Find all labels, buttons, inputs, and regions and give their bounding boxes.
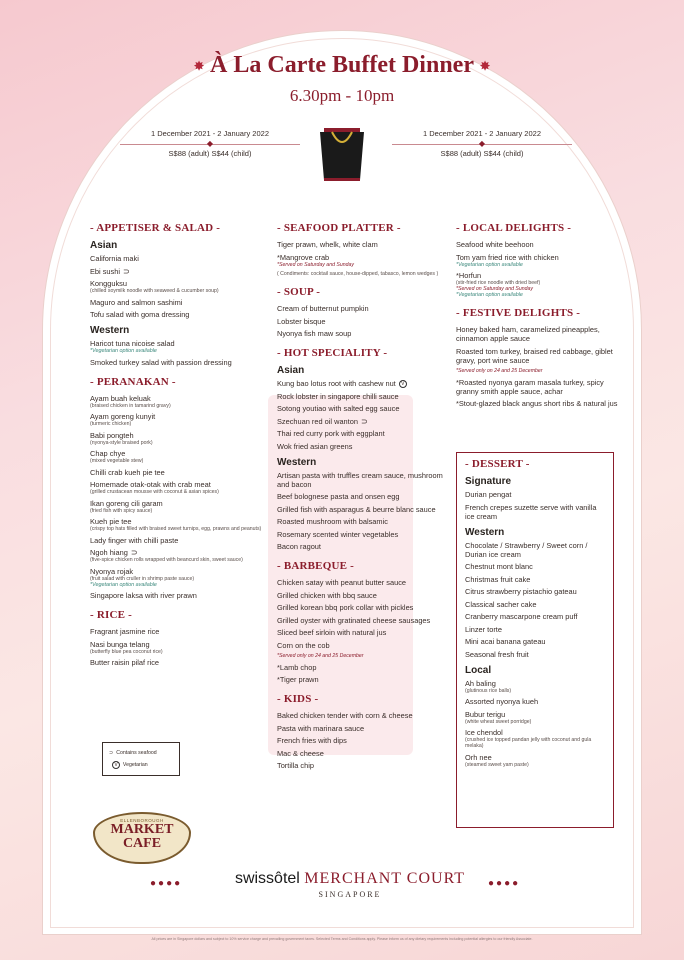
menu-item-vegetarian-note: *Vegetarian option available [456,292,523,298]
menu-item-name: Honey baked ham, caramelized pineapples, cinnamon apple sauce [456,325,600,343]
menu-item-name: Cream of butternut pumpkin [277,304,369,313]
menu-item-name: Bubur terigu [465,709,506,719]
menu-item [465,612,605,621]
section-title: - HOT SPECIALITY - [277,347,388,359]
menu-item-name: Sliced beef sirloin with natural jus [277,628,387,638]
menu-item [90,658,272,667]
section-title: - PERANAKAN - [90,375,176,388]
menu-item-availability: *Served on Saturday and Sunday [456,286,534,292]
menu-item-name: Kung bao lotus root with cashew nut [277,379,396,388]
right-date-block [392,129,572,158]
menu-item [465,541,605,559]
menu-item-name: Nyonya fish maw soup [277,329,352,338]
menu-item-name: Maguro and salmon sashimi [90,297,183,307]
menu-item-name: Rosemary scented winter vegetables [277,529,399,539]
menu-item-name: Szechuan red oil wanton [277,416,358,426]
menu-item-name: Ngoh hiang [90,548,128,557]
subsection-title: Western [277,456,317,468]
menu-item-name: Kueh pie tee [90,517,132,526]
menu-item-name: Tortilla chip [277,761,314,771]
section-note-text: *Served only on 24 and 25 December [456,368,543,374]
seafood-icon: ⊃ [360,416,368,426]
hotel-name: MERCHANT COURT [304,870,466,887]
menu-item-name: Bacon ragout [277,542,321,552]
menu-item-name: Mac & cheese [277,748,324,758]
ornament-dots-left: ●●●● [150,878,183,889]
menu-item-description: (steamed sweet yam paste) [465,761,529,768]
menu-item-name: Chilli crab kueh pie tee [90,467,165,477]
menu-item [90,548,272,563]
menu-item-name: Christmas fruit cake [465,574,531,584]
cafe-logo-top: ELLENBOROUGH [120,818,164,823]
menu-item-name: Grilled fish with asparagus & beurre blanc sauce [277,504,436,514]
menu-item [277,641,455,650]
menu-item [456,325,621,343]
menu-item [277,253,455,268]
menu-time: 6.30pm - 10pm [289,86,395,105]
menu-item-description: (crispy top hats filled with braised sweet turnips, egg, prawns and peanuts) [90,526,262,532]
menu-item [277,329,455,338]
menu-item-name: Smoked turkey salad with passion dressing [90,357,232,367]
menu-item [277,471,455,489]
menu-item-name: Ah baling [465,678,496,688]
ornament-dots-right: ●●●● [488,878,521,889]
menu-item-name: Nasi bunga telang [90,639,150,649]
menu-item-description: (butterfly blue pea coconut rice) [90,648,163,655]
menu-item [465,697,605,706]
menu-item [277,749,455,758]
subsection-title: Asian [277,365,305,376]
menu-item-name: Butter raisin pilaf rice [90,658,160,667]
menu-item [277,517,455,526]
menu-item [90,499,272,514]
subsection-title: Local [465,664,492,676]
menu-item [90,517,272,532]
menu-item-description: (chilled soymilk noodle with seaweed & cucumber soup) [90,288,219,294]
menu-item [277,429,455,438]
hotel-wordmark [200,870,500,888]
cafe-logo-line1: MARKET [110,822,174,837]
menu-item-name: *Stout-glazed black angus short ribs & natural jus [456,399,618,408]
menu-item [456,399,621,408]
menu-item-name: Orh nee [465,752,492,762]
menu-item-name: French fries with dips [277,736,347,746]
vegetarian-icon: V [399,380,407,388]
menu-item-name: Chap chye [90,449,126,458]
menu-item-name: Grilled korean bbq pork collar with pickles [277,603,414,613]
menu-item-name: Classical sacher cake [465,599,537,609]
menu-item-name: Citrus strawberry pistachio gateau [465,587,577,596]
menu-item [277,591,455,600]
menu-item-name: French crepes suzette serve with vanilla ice cream [465,502,597,521]
menu-item-name: Kongguksu [90,279,127,288]
menu-item-name: Wok fried asian greens [277,441,353,451]
left-date-range: 1 December 2021 - 2 January 2022 [151,129,269,138]
menu-item-description: (mixed vegetable stew) [90,458,144,464]
section-title: - APPETISER & SALAD - [90,222,221,234]
dessert-list [465,476,605,768]
menu-item-name: Tofu salad with goma dressing [90,310,190,319]
menu-item-name: Linzer torte [465,624,502,634]
menu-item-name: Artisan pasta with truffles cream sauce, mushroom and bacon [277,470,443,489]
menu-item [90,536,272,545]
section-title: - SEAFOOD PLATTER - [277,222,401,234]
menu-item [277,628,455,637]
menu-item [277,379,455,388]
section-title: - FESTIVE DELIGHTS - [456,307,581,319]
menu-item [277,505,455,514]
menu-item-name: Pasta with marinara sauce [277,723,365,733]
menu-item-name: Corn on the cob [277,640,330,650]
hotel-brand: swissôtel [234,870,300,887]
menu-item [465,625,605,634]
menu-item [277,711,455,720]
menu-item-name: Ebi sushi [90,266,120,276]
menu-item [465,637,605,646]
menu-item-name: Nyonya rojak [90,566,134,576]
menu-item-name: Fragrant jasmine rice [90,627,160,636]
menu-item [90,640,272,655]
menu-item-name: Roasted mushroom with balsamic [277,517,388,527]
menu-title-text: À La Carte Buffet Dinner [210,52,474,78]
menu-item-name: Ikan goreng cili garam [90,498,163,508]
menu-item-description: ( Condiments: cocktail sauce, house-dipped, tabasco, lemon wedges ) [277,271,439,277]
legend [102,742,180,776]
menu-item-name: Babi pongteh [90,430,134,440]
menu-item-description: (stir-fried rice noodle with dried beef) [456,280,541,286]
section-note-text: *Served only on 24 and 25 December [277,653,364,660]
menu-item-availability: *Served on Saturday and Sunday [277,261,355,268]
menu-item-name: Roasted tom turkey, braised red cabbage, giblet gravy, port wine sauce [456,346,613,365]
menu-item [465,679,605,694]
section-title: - KIDS - [277,693,319,706]
menu-item [277,675,455,684]
ornament-icon: ✸ [479,58,491,73]
menu-item-name: Cranberry mascarpone cream puff [465,612,578,621]
menu-item [465,650,605,659]
menu-item [277,724,455,733]
menu-item-name: Tom yam fried rice with chicken [456,252,559,262]
footer-disclaimer: All prices are in Singapore dollars and subject to 10% service charge and prevailing government taxes. Selected Terms and Conditions apply. Please inform us of any dietary requirements including potential allergies to our friendly Associate. [151,937,533,941]
menu-item-name: *Mangrove crab [277,252,330,262]
menu-item [277,404,455,413]
legend-veg-label: Vegetarian [122,762,148,768]
menu-item-name: Chocolate / Strawberry / Sweet corn / Durian ice cream [465,540,588,559]
menu-item-name: Thai red curry pork with eggplant [277,429,385,439]
menu-item-vegetarian-note: *Vegetarian option available [90,581,157,588]
divider [120,144,300,145]
menu-item [277,603,455,612]
menu-item [90,567,272,588]
menu-item [277,542,455,551]
menu-item-name: *Tiger prawn [277,675,319,685]
seafood-icon: ⊃ [109,750,114,756]
menu-item-name: Baked chicken tender with corn & cheese [277,711,413,721]
menu-item-name: Tiger prawn, whelk, white clam [277,240,378,249]
legend-seafood-label: Contains seafood [116,750,157,756]
menu-item [90,394,272,409]
menu-item [456,253,621,268]
menu-column-1 [90,222,272,671]
menu-item-description: (crushed ice topped pandan jelly with coconut and gula melaka) [465,737,592,749]
menu-item-description: (grilled crustacean mousse with coconut & asian spices) [90,489,219,495]
menu-item-name: Ice chendol [465,728,503,737]
menu-item-name: *Horfun [456,271,482,280]
divider [392,144,572,145]
menu-item-name: Chicken satay with peanut butter sauce [277,578,407,588]
menu-item-description: (white wheat sweet porridge) [465,718,532,725]
menu-item [90,627,272,636]
hotel-logo [200,870,500,899]
menu-item [90,298,272,307]
menu-column-2 [277,222,455,774]
menu-item-name: Ayam buah keluak [90,393,151,403]
menu-item-name: Seasonal fresh fruit [465,649,529,659]
menu-item-name: Mini acai banana gateau [465,637,546,646]
menu-item-description: (fruit salad with cruller in shrimp paste sauce) [90,575,195,582]
menu-item [465,503,605,521]
menu-item-name: Durian pengat [465,490,512,499]
menu-item-name: Haricot tuna nicoise salad [90,339,175,348]
menu-item [90,431,272,446]
menu-item-description: (glutinous rice balls) [465,687,512,694]
menu-item [456,347,621,365]
menu-item-name: Assorted nyonya kueh [465,697,539,706]
menu-item-description: (nyonya-style braised pork) [90,439,153,446]
dessert-box [456,452,614,828]
menu-item-name: Ayam goreng kunyit [90,412,156,421]
menu-item-vegetarian-note: *Vegetarian option available [456,261,523,268]
menu-item [456,240,621,249]
seafood-icon: ⊃ [123,266,130,276]
menu-item [277,663,455,672]
menu-item-name: Lady finger with chilli paste [90,535,179,545]
menu-title [0,52,684,79]
section-note [277,653,455,659]
section-title-dessert: - DESSERT - [465,458,530,470]
menu-item [465,710,605,725]
dessert-title-text: DESSERT - [471,458,530,470]
menu-item [277,271,455,277]
section-title: - SOUP - [277,286,321,298]
menu-item [456,271,621,298]
menu-item [465,490,605,499]
menu-item-description: (braised chicken in tamarind gravy) [90,402,171,409]
ornament-icon: ✸ [193,58,205,73]
menu-item-name: *Lamb chop [277,662,317,672]
menu-item [465,753,605,768]
menu-item [277,492,455,501]
cafe-logo-line2: CAFE [122,836,162,851]
section-title: - BARBEQUE - [277,560,354,573]
menu-item [465,562,605,571]
menu-item-description: (fried fish with spicy sauce) [90,507,153,514]
menu-item [277,761,455,770]
menu-item [90,254,272,263]
legend-seafood [109,747,173,759]
legend-vegetarian [109,759,173,771]
vegetarian-icon: V [112,761,120,769]
left-date-block [120,129,300,158]
menu-item [465,575,605,584]
menu-item [90,267,272,276]
menu-item [90,468,272,477]
left-price: S$88 (adult) S$44 (child) [168,149,252,158]
hotel-city: SINGAPORE [318,890,382,899]
menu-item [456,378,621,396]
subsection-title: Western [465,526,505,538]
menu-item [465,587,605,596]
menu-item-name: Sotong youtiao with salted egg sauce [277,404,400,414]
menu-item-name: Singapore laksa with river prawn [90,591,197,600]
menu-item-vegetarian-note: *Vegetarian option available [90,348,157,354]
menu-item [90,412,272,427]
menu-item [277,578,455,587]
subsection-title: Western [90,325,130,336]
menu-item [90,358,272,367]
right-date-range: 1 December 2021 - 2 January 2022 [423,129,541,138]
menu-item-name: Homemade otak-otak with crab meat [90,480,211,489]
menu-item-name: Grilled chicken with bbq sauce [277,590,377,600]
menu-item [277,417,455,426]
menu-item [90,449,272,464]
menu-item [465,600,605,609]
menu-item-name: Chestnut mont blanc [465,562,533,571]
subsection-title: Asian [90,240,118,251]
section-title: - LOCAL DELIGHTS - [456,222,572,234]
right-price: S$88 (adult) S$44 (child) [440,149,524,158]
menu-item [277,442,455,451]
menu-item [90,279,272,294]
menu-item [277,240,455,249]
menu-item [90,339,272,354]
menu-item [277,736,455,745]
menu-item [277,530,455,539]
menu-item-name: Lobster bisque [277,316,326,326]
menu-item-name: *Roasted nyonya garam masala turkey, spicy granny smith apple sauce, achar [456,377,604,396]
menu-item-name: Seafood white beehoon [456,240,534,249]
menu-item [90,480,272,495]
menu-item-description: (five-spice chicken rolls wrapped with beancurd skin, sweet sauce) [90,557,243,563]
menu-item-name: Beef bolognese pasta and onsen egg [277,492,400,502]
menu-item [277,304,455,313]
menu-item-name: Rock lobster in singapore chilli sauce [277,391,399,401]
shopping-bag-icon [316,122,368,184]
menu-item [465,728,605,749]
menu-item [90,591,272,600]
menu-column-3 [456,222,621,412]
seafood-icon: ⊃ [130,548,138,557]
menu-item-description: (turmeric chicken) [90,421,132,427]
menu-item [277,392,455,401]
section-note [456,368,621,374]
menu-item-name: Grilled oyster with gratinated cheese sausages [277,615,431,625]
section-title: - RICE - [90,609,132,621]
menu-item-name: California maki [90,254,139,263]
menu-item [277,317,455,326]
subsection-title: Signature [465,476,512,487]
menu-item [90,310,272,319]
menu-item [277,616,455,625]
